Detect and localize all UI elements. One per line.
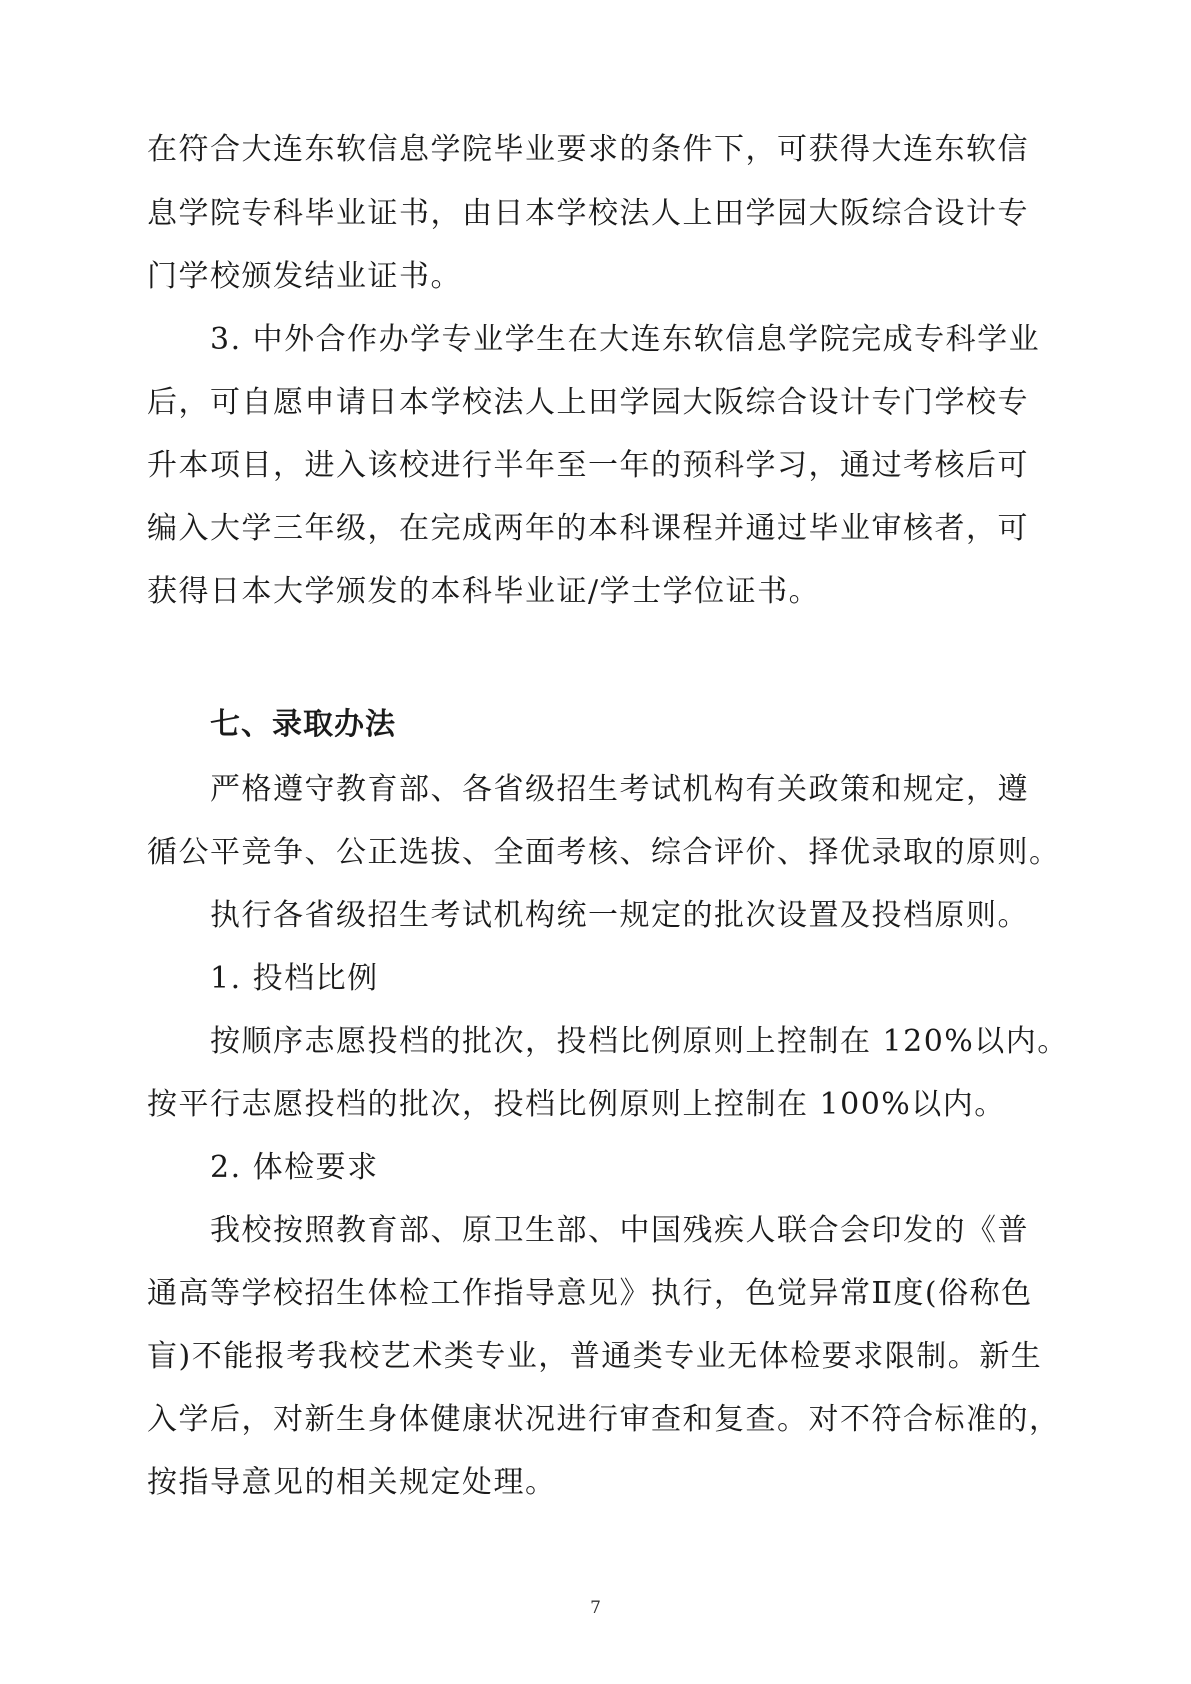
body-text-line: 后，可自愿申请日本学校法人上田学园大阪综合设计专门学校专 — [147, 385, 1029, 420]
body-text-line: 盲)不能报考我校艺术类专业，普通类专业无体检要求限制。新生 — [147, 1339, 1043, 1374]
list-item-3: 3. 中外合作办学专业学生在大连东软信息学院完成专科学业 — [210, 322, 1041, 357]
body-text-line: 息学院专科毕业证书，由日本学校法人上田学园大阪综合设计专 — [147, 196, 1029, 231]
page-number: 7 — [590, 1598, 601, 1618]
subheading-1: 1. 投档比例 — [210, 961, 379, 996]
body-text-line: 在符合大连东软信息学院毕业要求的条件下，可获得大连东软信 — [147, 132, 1029, 167]
body-text-line: 按顺序志愿投档的批次，投档比例原则上控制在 120%以内。 — [210, 1024, 1069, 1059]
body-text-line: 入学后，对新生身体健康状况进行审查和复查。对不符合标准的， — [147, 1402, 1061, 1437]
body-text-line: 我校按照教育部、原卫生部、中国残疾人联合会印发的《普 — [210, 1213, 1029, 1248]
section-heading: 七、录取办法 — [210, 707, 396, 742]
body-text-line: 循公平竞争、公正选拔、全面考核、综合评价、择优录取的原则。 — [147, 835, 1061, 870]
body-text-line: 获得日本大学颁发的本科毕业证/学士学位证书。 — [147, 574, 821, 609]
subheading-2: 2. 体检要求 — [210, 1150, 379, 1185]
body-text-line: 执行各省级招生考试机构统一规定的批次设置及投档原则。 — [210, 898, 1029, 933]
body-text-line: 门学校颁发结业证书。 — [147, 259, 462, 294]
body-text-line: 按指导意见的相关规定处理。 — [147, 1465, 557, 1500]
body-text-line: 编入大学三年级，在完成两年的本科课程并通过毕业审核者，可 — [147, 511, 1029, 546]
body-text-line: 通高等学校招生体检工作指导意见》执行，色觉异常Ⅱ度(俗称色 — [147, 1276, 1033, 1311]
body-text-line: 严格遵守教育部、各省级招生考试机构有关政策和规定，遵 — [210, 772, 1029, 807]
body-text-line: 升本项目，进入该校进行半年至一年的预科学习，通过考核后可 — [147, 448, 1029, 483]
body-text-line: 按平行志愿投档的批次，投档比例原则上控制在 100%以内。 — [147, 1087, 1006, 1122]
